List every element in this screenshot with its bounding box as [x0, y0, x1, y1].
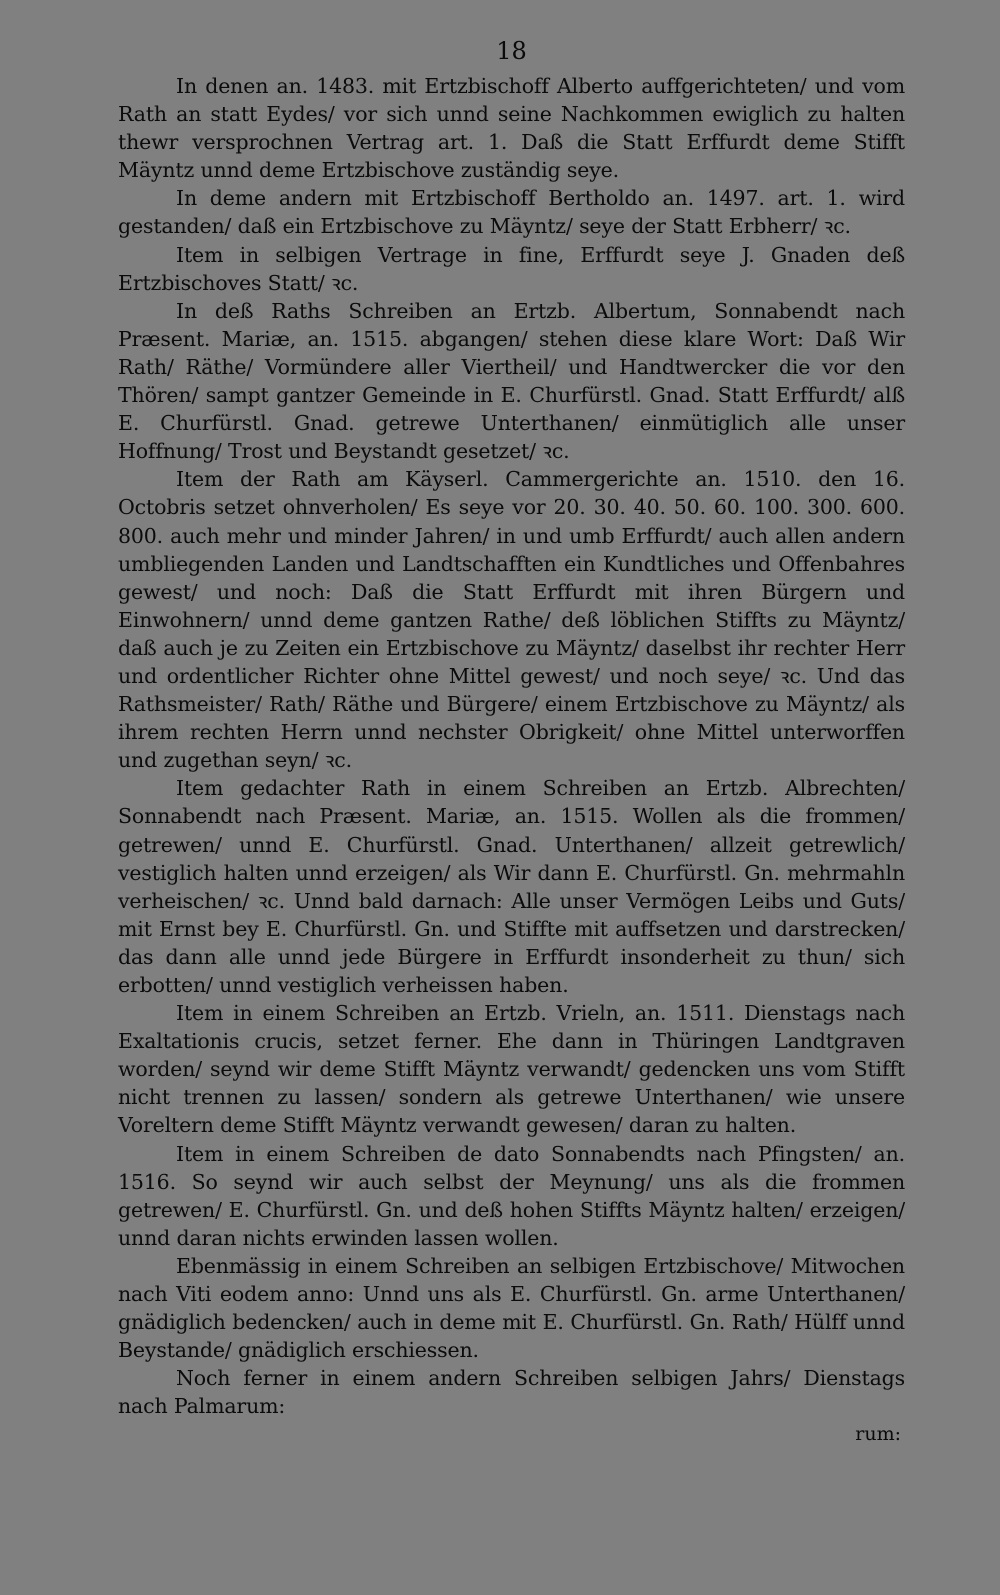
paragraph-10: Noch ferner in einem andern Schreiben selbigen Jahrs/ Dienstags nach Palmarum: [118, 1366, 905, 1419]
paragraph-6: Item gedachter Rath in einem Schreiben an Ertzb. Albrechten/ Sonnabendt nach Præsent. Mariæ, an. 1515. Wollen als die frommen/ getrewen/ unnd E. Churfürstl. Gnad. Unterthanen/ allzeit getrewlich/ vestiglich halten unnd erzeigen/ als Wir dann E. Churfürstl. Gn. mehrmahln verheischen/ ꝛc. Unnd bald darnach: Alle unser Vermögen Leibs und Guts/ mit Ernst bey E. Churfürstl. Gn. und Stiffte mit auffsetzen und darstrecken/ das dann alle unnd jede Bürgere in Erffurdt insonderheit zu thun/ sich erbotten/ unnd vestiglich verheissen haben. [118, 776, 905, 997]
paragraph-3: Item in selbigen Vertrage in fine, Erffurdt seye J. Gnaden deß Ertzbischoves Statt/ ꝛc. [118, 242, 905, 295]
paragraph-2: In deme andern mit Ertzbischoff Bertholdo an. 1497. art. 1. wird gestanden/ daß ein Ertzbischove zu Mäyntz/ seye der Statt Erbherr/ ꝛc. [118, 186, 905, 239]
catchword: rum: [855, 1422, 901, 1445]
paragraph-8: Item in einem Schreiben de dato Sonnabendts nach Pfingsten/ an. 1516. So seynd wir auch selbst der Meynung/ uns als die frommen getrewen/ E. Churfürstl. Gn. und deß hohen Stiffts Mäyntz halten/ erzeigen/ unnd daran nichts erwinden lassen wollen. [118, 1141, 905, 1250]
page-number: 18 [496, 37, 527, 65]
paragraph-5: Item der Rath am Käyserl. Cammergerichte an. 1510. den 16. Octobris setzet ohnverholen/ Es seye vor 20. 30. 40. 50. 60. 100. 300. 600. 800. auch mehr und minder Jahren/ in und umb Erffurdt/ auch allen andern umbliegenden Landen und Landtschafften ein Kundtliches und Offenbahres gewest/ und noch: Daß die Statt Erffurdt mit ihren Bürgern und Einwohnern/ unnd deme gantzen Rathe/ deß löblichen Stiffts zu Mäyntz/ daß auch je zu Zeiten ein Ertzbischove zu Mäyntz/ daselbst ihr rechter Herr und ordentlicher Richter ohne Mittel gewest/ und noch seye/ ꝛc. Und das Rathsmeister/ Rath/ Räthe und Bürgere/ einem Ertzbischove zu Mäyntz/ als ihrem rechten Herrn unnd nechster Obrigkeit/ ohne Mittel unterworffen und zugethan seyn/ ꝛc. [118, 467, 905, 773]
paragraph-1: In denen an. 1483. mit Ertzbischoff Alberto auffgerichteten/ und vom Rath an statt Eydes/ vor sich unnd seine Nachkommen ewiglich zu halten thewr versprochnen Vertrag art. 1. Daß die Statt Erffurdt deme Stifft Mäyntz unnd deme Ertzbischove zuständig seye. [118, 74, 905, 183]
paragraph-9: Ebenmässig in einem Schreiben an selbigen Ertzbischove/ Mitwochen nach Viti eodem anno: Unnd uns als E. Churfürstl. Gn. arme Unterthanen/ gnädiglich bedencken/ auch in deme mit E. Churfürstl. Gn. Rath/ Hülff unnd Beystande/ gnädiglich erschiessen. [118, 1253, 905, 1363]
paragraph-4: In deß Raths Schreiben an Ertzb. Albertum, Sonnabendt nach Præsent. Mariæ, an. 1515. abgangen/ stehen diese klare Wort: Daß Wir Rath/ Räthe/ Vormündere aller Viertheil/ und Handtwercker die vor den Thören/ sampt gantzer Gemeinde in E. Churfürstl. Gnad. Statt Erffurdt/ alß E. Churfürstl. Gnad. getrewe Unterthanen/ einmütiglich alle unser Hoffnung/ Trost und Beystandt gesetzet/ ꝛc. [118, 298, 905, 464]
paragraph-7: Item in einem Schreiben an Ertzb. Vrieln, an. 1511. Dienstags nach Exaltationis crucis, setzet ferner. Ehe dann in Thüringen Landtgraven worden/ seynd wir deme Stifft Mäyntz verwandt/ gedencken uns vom Stifft nicht trennen zu lassen/ sondern als getrewe Unterthanen/ wie unsere Voreltern deme Stifft Mäyntz verwandt gewesen/ daran zu halten. [118, 1001, 905, 1138]
